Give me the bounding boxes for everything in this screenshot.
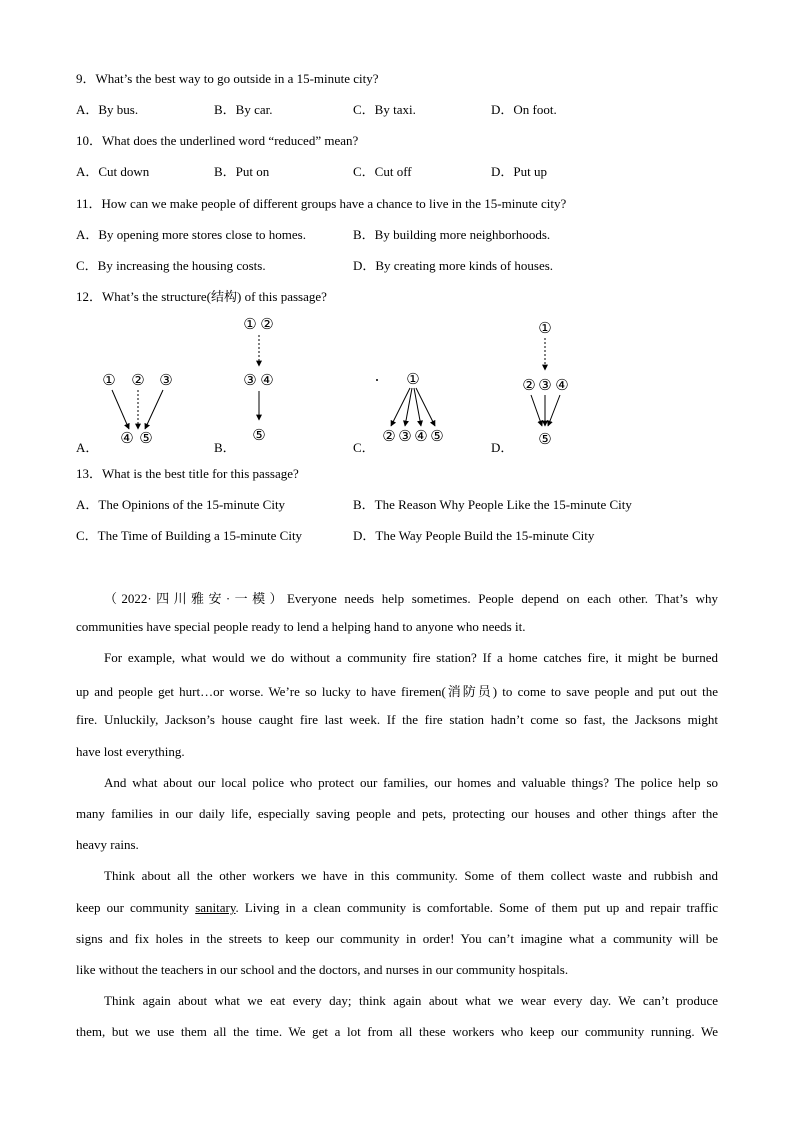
diagram-c-arrow-1 bbox=[391, 388, 410, 426]
passage-p4-line-1: Think about all the other workers we have in this community. Some of them collect waste and rubbish and bbox=[104, 868, 718, 883]
diagram-a-node-2: ② bbox=[131, 371, 145, 389]
question-12-option-d: D． bbox=[491, 440, 514, 455]
question-13-option-c: C．The Time of Building a 15-minute City bbox=[76, 528, 303, 543]
question-9-option-b: B．By car. bbox=[214, 102, 273, 117]
diagram-c-node-5: ⑤ bbox=[430, 427, 444, 445]
passage-p4-line-2 bbox=[76, 900, 718, 916]
diagram-b-node-2: ② bbox=[260, 315, 274, 333]
passage-p4-line-3: signs and fix holes in the streets to keep our community in order! You can’t imagine what a community will be bbox=[76, 931, 718, 946]
passage-p4-line-4: like without the teachers in our school and the doctors, and nurses in our community hospitals. bbox=[76, 962, 569, 977]
diagram-c-node-1: ① bbox=[406, 370, 420, 388]
diagram-c-arrow-3 bbox=[414, 388, 421, 426]
diagram-d-node-1: ① bbox=[538, 319, 552, 337]
question-10-option-d: D．Put up bbox=[491, 164, 547, 179]
diagram-b-node-5: ⑤ bbox=[252, 426, 266, 444]
passage-p3-line-1: And what about our local police who protect our families, our homes and valuable things? The police help so bbox=[104, 775, 718, 790]
question-10-option-a: A．Cut down bbox=[76, 164, 150, 179]
question-13-option-a: A．The Opinions of the 15-minute City bbox=[76, 497, 286, 512]
structure-diagram-d bbox=[516, 314, 576, 450]
question-11-option-c: C．By increasing the housing costs. bbox=[76, 258, 266, 273]
question-13-option-b: B．The Reason Why People Like the 15-minute City bbox=[353, 497, 632, 512]
passage-p1-line-1: （2022·四川雅安·一模）Everyone needs help sometimes. People depend on each other. That’s why bbox=[104, 591, 718, 606]
underlined-word-sanitary: sanitary bbox=[195, 900, 236, 915]
passage-p4-line-2-before: keep our community bbox=[76, 900, 196, 915]
question-12-option-c: C． bbox=[353, 440, 375, 455]
question-13-stem: 13．What is the best title for this passage? bbox=[76, 466, 299, 481]
diagram-b-node-1: ① bbox=[243, 315, 257, 333]
question-10-option-c: C．Cut off bbox=[353, 164, 412, 179]
passage-p2-line-4: have lost everything. bbox=[76, 744, 185, 759]
diagram-d-node-2: ② bbox=[522, 376, 536, 394]
diagram-d-node-4: ④ bbox=[555, 376, 569, 394]
question-13-option-d: D．The Way People Build the 15-minute City bbox=[353, 528, 595, 543]
passage-p5-line-2: them, but we use them all the time. We get a lot from all these workers who keep our community running. We bbox=[76, 1024, 718, 1039]
passage-p5-line-1: Think again about what we eat every day; think again about what we wear every day. We can’t produce bbox=[104, 993, 718, 1008]
diagram-a-node-5: ⑤ bbox=[139, 429, 153, 447]
diagram-d-node-5: ⑤ bbox=[538, 430, 552, 448]
passage-p2-line-2: up and people get hurt…or worse. We’re so lucky to have firemen(消防员) to come to save people and put out the bbox=[76, 684, 718, 699]
question-9-option-d: D．On foot. bbox=[491, 102, 557, 117]
diagram-d-arrow-2 bbox=[531, 395, 542, 426]
diagram-a-node-1: ① bbox=[102, 371, 116, 389]
diagram-c-arrow-2 bbox=[405, 388, 412, 426]
diagram-b-node-3: ③ bbox=[243, 371, 257, 389]
question-9-option-a: A．By bus. bbox=[76, 102, 139, 117]
question-9-stem: 9．What’s the best way to go outside in a 15-minute city? bbox=[76, 71, 379, 86]
question-11-option-b: B．By building more neighborhoods. bbox=[353, 227, 551, 242]
diagram-c-node-2: ② bbox=[382, 427, 396, 445]
question-12-option-a: A． bbox=[76, 440, 99, 455]
passage-p4-line-2-after: . Living in a clean community is comfortable. Some of them put up and repair traffic bbox=[235, 900, 718, 915]
diagram-b-node-4: ④ bbox=[260, 371, 274, 389]
diagram-c-dot bbox=[376, 379, 378, 381]
question-10-stem: 10．What does the underlined word “reduced” mean? bbox=[76, 133, 359, 148]
passage-p2-line-3: fire. Unluckily, Jackson’s house caught fire last week. If the fire station hadn’t come so fast, the Jacksons might bbox=[76, 712, 718, 727]
passage-p2-line-1: For example, what would we do without a community fire station? If a home catches fire, it might be burned bbox=[104, 650, 718, 665]
diagram-d-arrow-4 bbox=[548, 395, 560, 426]
structure-diagram-a bbox=[96, 366, 186, 450]
passage-p3-line-3: heavy rains. bbox=[76, 837, 139, 852]
diagram-a-node-4: ④ bbox=[120, 429, 134, 447]
question-11-option-d: D．By creating more kinds of houses. bbox=[353, 258, 554, 273]
question-11-stem: 11．How can we make people of different groups have a chance to live in the 15-minute city? bbox=[76, 196, 567, 211]
structure-diagram-c bbox=[374, 366, 454, 450]
question-12-option-b: B． bbox=[214, 440, 236, 455]
structure-diagram-b bbox=[236, 310, 286, 448]
diagram-d-node-3: ③ bbox=[538, 376, 552, 394]
diagram-a-node-3: ③ bbox=[159, 371, 173, 389]
passage-p1-line-2: communities have special people ready to lend a helping hand to anyone who needs it. bbox=[76, 619, 526, 634]
question-10-option-b: B．Put on bbox=[214, 164, 270, 179]
question-12-stem: 12．What’s the structure(结构) of this passage? bbox=[76, 289, 327, 304]
diagram-a-arrow-1 bbox=[112, 390, 129, 429]
question-9-option-c: C．By taxi. bbox=[353, 102, 416, 117]
diagram-c-node-3: ③ bbox=[398, 427, 412, 445]
diagram-c-arrow-4 bbox=[416, 388, 435, 426]
question-11-option-a: A．By opening more stores close to homes. bbox=[76, 227, 306, 242]
passage-p3-line-2: many families in our daily life, especially saving people and pets, protecting our houses and other things after the bbox=[76, 806, 718, 821]
diagram-a-arrow-3 bbox=[145, 390, 163, 429]
diagram-c-node-4: ④ bbox=[414, 427, 428, 445]
